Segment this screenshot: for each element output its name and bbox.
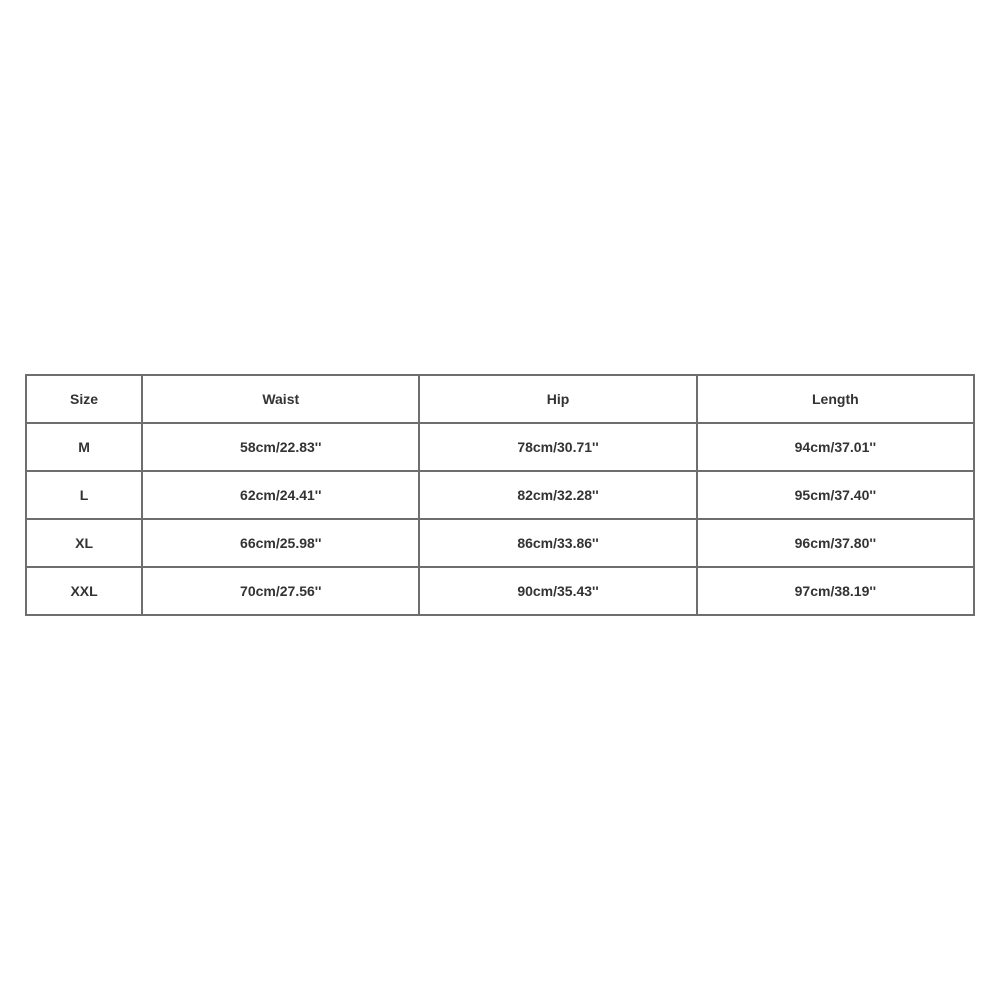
cell-hip: 86cm/33.86'' bbox=[419, 519, 696, 567]
cell-length: 97cm/38.19'' bbox=[697, 567, 974, 615]
cell-waist: 70cm/27.56'' bbox=[142, 567, 419, 615]
header-size: Size bbox=[26, 375, 142, 423]
size-chart-table bbox=[25, 374, 975, 616]
cell-length: 95cm/37.40'' bbox=[697, 471, 974, 519]
table-row bbox=[26, 423, 974, 471]
cell-size: XL bbox=[26, 519, 142, 567]
header-waist: Waist bbox=[142, 375, 419, 423]
cell-length: 94cm/37.01'' bbox=[697, 423, 974, 471]
cell-waist: 66cm/25.98'' bbox=[142, 519, 419, 567]
table-row bbox=[26, 471, 974, 519]
cell-length: 96cm/37.80'' bbox=[697, 519, 974, 567]
cell-size: XXL bbox=[26, 567, 142, 615]
header-hip: Hip bbox=[419, 375, 696, 423]
cell-waist: 58cm/22.83'' bbox=[142, 423, 419, 471]
header-length: Length bbox=[697, 375, 974, 423]
table-header-row bbox=[26, 375, 974, 423]
cell-waist: 62cm/24.41'' bbox=[142, 471, 419, 519]
cell-hip: 78cm/30.71'' bbox=[419, 423, 696, 471]
cell-size: L bbox=[26, 471, 142, 519]
table-row bbox=[26, 519, 974, 567]
cell-hip: 82cm/32.28'' bbox=[419, 471, 696, 519]
cell-size: M bbox=[26, 423, 142, 471]
table-row bbox=[26, 567, 974, 615]
cell-hip: 90cm/35.43'' bbox=[419, 567, 696, 615]
